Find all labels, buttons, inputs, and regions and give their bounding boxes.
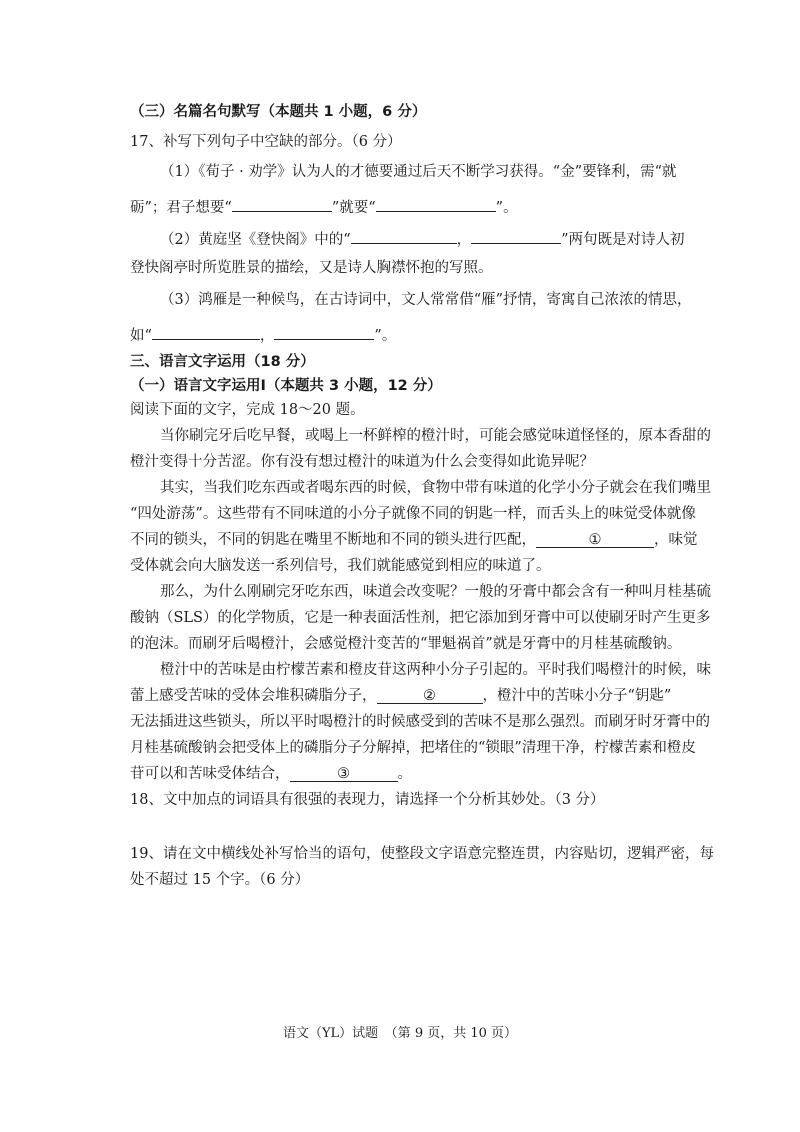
q17-stem: 17、补写下列句子中空缺的部分。（6 分） [130,134,402,150]
q17-item2-text-b: ， [456,232,472,248]
passage-p2-l4: 受体就会向大脑发送一系列信号，我们就能感觉到相应的味道了。 [130,558,551,574]
passage-blank-3[interactable]: ③ [290,764,398,782]
passage-p4-l3: 无法插进这些锁头，所以平时喝橙汁的时候感受到的苦味不是那么强烈。而刷牙时牙膏中的 [130,714,710,730]
passage-p2-l3-text-b: ，味觉 [654,532,698,548]
q17-item1-text-c: ”。 [495,200,518,216]
passage-p4-l2 [130,686,671,706]
section-header-famous-lines: （三）名篇名句默写（本题共 1 小题，6 分） [130,104,427,120]
q17-item1-text-b: ”就要“ [331,200,376,216]
q17-item3-text-a: 如“ [130,328,152,344]
q19-stem-line2: 处不超过 15 个字。（6 分） [130,872,310,888]
q17-item1-line1: （1）《荀子 · 劝学》认为人的才德要通过后天不断学习获得。“金”要锋利，需“就 [160,164,677,180]
q17-item1-text-a: 砺”；君子想要“ [130,200,232,216]
q17-item2-line1 [160,226,685,250]
q17-item3-line1: （3）鸿雁是一种候鸟，在古诗词中，文人常常借“雁”抒情，寄寓自己浓浓的情思， [160,292,692,308]
q17-blank-1[interactable] [232,194,332,212]
passage-p1-l2: 橙汁变得十分苦涩。你有没有想过橙汁的味道为什么会变得如此诡异呢？ [130,454,594,470]
sub1-header: （一）语言文字运用Ⅰ（本题共 3 小题，12 分） [130,378,442,394]
q17-blank-3[interactable] [351,226,457,244]
page-footer: 语文（YL）试题 （第 9 页，共 10 页） [282,1026,518,1041]
passage-p4-l5-text-b: 。 [397,766,412,782]
q17-item2-line2: 登快阁亭时所览胜景的描绘，又是诗人胸襟怀抱的写照。 [130,260,493,276]
passage-blank-1[interactable]: ① [536,530,654,548]
passage-blank-2[interactable]: ② [377,686,483,704]
passage-p1-l1: 当你刷完牙后吃早餐，或喝上一杯鲜榨的橙汁时，可能会感觉味道怪怪的，原本香甜的 [160,428,711,444]
q17-blank-5[interactable] [152,322,260,340]
q17-item3-line2 [130,322,396,346]
q17-item3-text-c: ”。 [374,328,397,344]
passage-p2-l2: “四处游荡”。这些带有不同味道的小分子就像不同的钥匙一样，而舌头上的味觉受体就像 [130,506,696,522]
q19-stem-line1: 19、请在文中横线处补写恰当的语句，使整段文字语意完整连贯，内容贴切，逻辑严密，每 [130,846,714,862]
passage-p4-l1: 橙汁中的苦味是由柠檬苦素和橙皮苷这两种小分子引起的。平时我们喝橙汁的时候，味 [160,662,711,678]
passage-p4-l2-text-b: ，橙汁中的苦味小分子“钥匙” [482,688,672,704]
passage-p4-l5 [130,764,412,784]
passage-p3-l2: 酸钠（SLS）的化学物质，它是一种表面活性剂，把它添加到牙膏中可以使刷牙时产生更多 [130,610,711,626]
q17-blank-2[interactable] [376,194,496,212]
passage-p4-l2-text-a: 蕾上感受苦味的受体会堆积磷脂分子， [130,688,377,704]
passage-p4-l4: 月桂基硫酸钠会把受体上的磷脂分子分解掉，把堵住的“锁眼”清理干净，柠檬苦素和橙皮 [130,740,696,756]
passage-p2-l3 [130,530,698,550]
reading-intro: 阅读下面的文字，完成 18～20 题。 [130,402,365,418]
passage-p4-l5-text-a: 苷可以和苦味受体结合， [130,766,290,782]
q17-blank-4[interactable] [471,226,561,244]
part3-header: 三、语言文字运用（18 分） [130,354,315,370]
q17-item2-text-a: （2）黄庭坚《登快阁》中的“ [160,232,351,248]
q17-item2-text-c: ”两句既是对诗人初 [561,232,685,248]
q17-item1-line2 [130,194,518,218]
q17-blank-6[interactable] [274,322,374,340]
passage-p3-l1: 那么，为什么刚刷完牙吃东西，味道会改变呢？一般的牙膏中都会含有一种叫月桂基硫 [160,584,711,600]
passage-p2-l3-text-a: 不同的锁头，不同的钥匙在嘴里不断地和不同的锁头进行匹配， [130,532,536,548]
passage-p2-l1: 其实，当我们吃东西或者喝东西的时候，食物中带有味道的化学小分子就会在我们嘴里 [160,480,711,496]
passage-p3-l3: 的泡沫。而刷牙后喝橙汁，会感觉橙汁变苦的“罪魁祸首”就是牙膏中的月桂基硫酸钠。 [130,636,682,652]
q17-item3-text-b: ， [259,328,275,344]
q18-stem: 18、文中加点的词语具有很强的表现力，请选择一个分析其妙处。（3 分） [130,792,605,808]
